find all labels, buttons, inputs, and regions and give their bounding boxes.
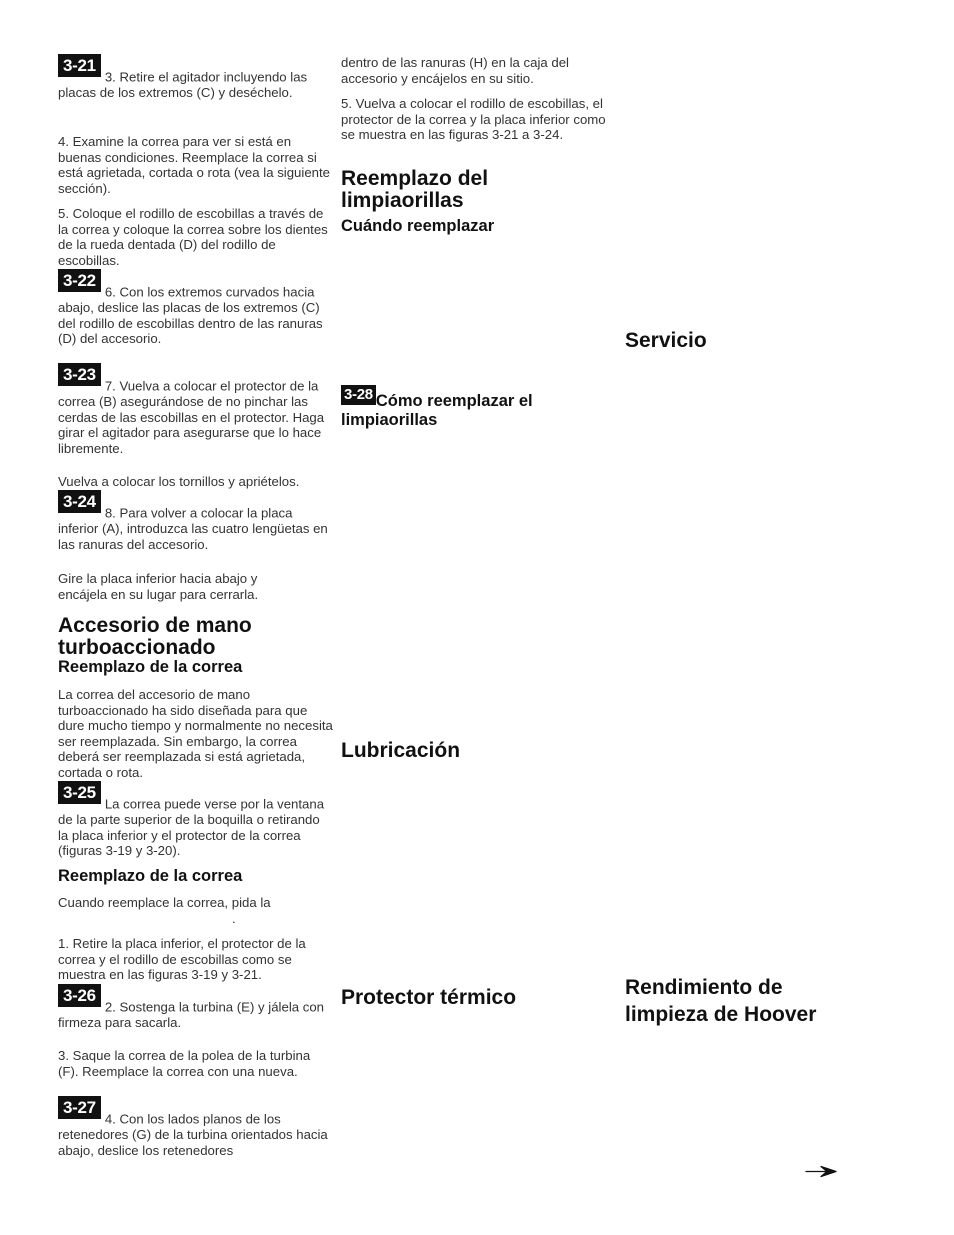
sub-heading: Reemplazo de la correa: [58, 658, 243, 676]
figure-badge: 3-25: [58, 781, 101, 804]
order-dot: .: [232, 911, 236, 926]
belt-intro-paragraph: La correa del accesorio de mano turboaccionado ha sido diseñada para que dure mucho tiempo y normalmente no necesita ser reemplazada. Sin embargo, la correa deberá ser reemplazada si está agrietada, cortada o rota.: [58, 687, 333, 780]
step-5-paragraph: 5. Coloque el rodillo de escobillas a través de la correa y coloque la correa sobre los dientes de la rueda dentada (D) del rodillo de escobillas.: [58, 206, 328, 268]
when-to-replace-heading: Cuándo reemplazar: [341, 217, 495, 235]
step-6-text: 6. Con los extremos curvados hacia abajo, deslice las placas de los extremos (C) del rodillo de escobillas dentro de las ranuras (D) del accesorio.: [58, 284, 323, 347]
performance-heading-line-1: Rendimiento de: [625, 976, 783, 999]
removal-step-3-paragraph: 3. Saque la correa de la polea de la turbina (F). Reemplace la correa con una nueva.: [58, 1048, 311, 1079]
thermal-protector-heading: Protector térmico: [341, 986, 517, 1009]
removal-step-2-text: 2. Sostenga la turbina (E) y jálela con firmeza para sacarla.: [58, 999, 325, 1030]
screws-paragraph: Vuelva a colocar los tornillos y apriételos.: [58, 474, 300, 489]
belt-view-paragraph: [58, 783, 333, 859]
figure-badge: 3-21: [58, 54, 101, 77]
figure-badge: 3-28: [341, 385, 376, 405]
close-plate-paragraph: Gire la placa inferior hacia abajo y encájela en su lugar para cerrarla.: [58, 571, 259, 602]
figure-badge: 3-23: [58, 363, 101, 386]
removal-step-4-text: 4. Con los lados planos de los retenedores (G) de la turbina orientados hacia abajo, deslice los retenedores: [58, 1111, 328, 1158]
continuation-paragraph: dentro de las ranuras (H) en la caja del accesorio y encájelos en su sitio.: [341, 55, 569, 86]
step-8-paragraph: [58, 492, 333, 552]
how-to-replace-text: Cómo reemplazar el limpiaorillas: [341, 392, 533, 429]
section-title: Accesorio de mano turboaccionado: [58, 614, 252, 659]
belt-view-text: La correa puede verse por la ventana de la parte superior de la boquilla o retirando la placa inferior y el protector de la correa (figuras 3-19 y 3-20).: [58, 796, 325, 859]
right-arrow-icon: [805, 1163, 837, 1179]
removal-step-2-paragraph: [58, 986, 333, 1031]
lubrication-heading: Lubricación: [341, 739, 461, 762]
step-7-paragraph: [58, 365, 328, 456]
step-7-text: 7. Vuelva a colocar el protector de la correa (B) asegurándose de no pinchar las cerdas de las escobillas en el protector. Haga girar el agitador para asegurarse que lo hace libremente.: [58, 378, 325, 456]
performance-heading: [625, 974, 905, 1028]
order-paragraph: Cuando reemplace la correa, pida la: [58, 895, 271, 910]
step-3-paragraph: [58, 56, 333, 101]
service-heading: Servicio: [625, 329, 707, 352]
edge-cleaner-title: Reemplazo del limpiaorillas: [341, 167, 489, 212]
removal-step-4-paragraph: [58, 1098, 333, 1158]
step-8-text: 8. Para volver a colocar la placa inferior (A), introduzca las cuatro lengüetas en las ranuras del accesorio.: [58, 505, 328, 552]
removal-step-1-paragraph: 1. Retire la placa inferior, el protector de la correa y el rodillo de escobillas como se muestra en las figuras 3-19 y 3-21.: [58, 936, 306, 983]
sub-heading: Reemplazo de la correa: [58, 867, 243, 885]
step-4-paragraph: 4. Examine la correa para ver si está en buenas condiciones. Reemplace la correa si está agrietada, cortada o rota (vea la siguiente sección).: [58, 134, 330, 196]
reassembly-step-5-paragraph: 5. Vuelva a colocar el rodillo de escobillas, el protector de la correa y la placa inferior como se muestra en las figuras 3-21 a 3-24.: [341, 96, 606, 143]
figure-badge: 3-27: [58, 1096, 101, 1119]
step-6-paragraph: [58, 271, 328, 347]
figure-badge: 3-24: [58, 490, 101, 513]
figure-badge: 3-26: [58, 984, 101, 1007]
performance-heading-line-2: limpieza de Hoover: [625, 1003, 817, 1026]
figure-badge: 3-22: [58, 269, 101, 292]
how-to-replace-heading: [341, 386, 611, 430]
step-3-text: 3. Retire el agitador incluyendo las placas de los extremos (C) y deséchelo.: [58, 69, 308, 100]
